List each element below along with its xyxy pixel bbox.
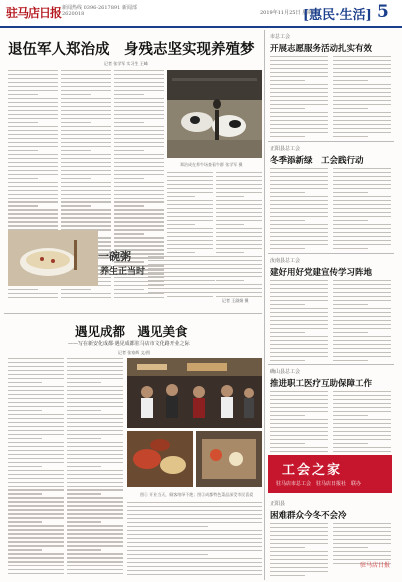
right-divider-3 bbox=[268, 364, 394, 365]
main-article-title: 退伍军人郑治成 身残志坚实现养殖梦 bbox=[8, 41, 255, 58]
food-photo-caption: 图① 开业当天，顾客络绎不绝；图②成都特色菜品深受市民喜爱 bbox=[140, 492, 254, 497]
banner-title: 工会之家 bbox=[282, 463, 343, 478]
right-item-4-title: 推进职工医疗互助保障工作 bbox=[270, 379, 373, 389]
newspaper-seal: 驻马店日报 bbox=[360, 562, 391, 569]
sidebar-title-line1: 一碗粥 bbox=[98, 250, 131, 263]
food-article-byline: 记者 张家辉 文/图 bbox=[118, 350, 150, 355]
right-item-5-title: 困难群众今冬不会冷 bbox=[270, 511, 347, 521]
food-article-body-col1 bbox=[8, 358, 64, 577]
sidebar-title-line2: 养生正当时 bbox=[100, 267, 146, 277]
right-item-3-label: 汝南县总工会 bbox=[270, 258, 301, 264]
right-item-5-body-col1 bbox=[270, 523, 328, 579]
right-item-3-body-col1 bbox=[270, 280, 328, 364]
right-item-1-title: 开展志愿服务活动扎实有效 bbox=[270, 44, 373, 54]
header-note: 新闻热线 0396-2617891 新闻部 2620018 bbox=[62, 5, 137, 17]
right-item-5-label: 正阳县 bbox=[270, 501, 286, 507]
right-divider-2 bbox=[268, 253, 394, 254]
column-divider bbox=[264, 30, 265, 580]
section-title: [惠民·生活] bbox=[303, 8, 372, 23]
restaurant-photo-1 bbox=[127, 358, 262, 428]
main-article-byline: 记者 张学军 实习生 王峰 bbox=[104, 61, 148, 66]
right-divider-1 bbox=[268, 141, 394, 142]
right-item-2-body-col1 bbox=[270, 168, 328, 252]
right-item-3-body-col2 bbox=[333, 280, 391, 364]
page-number: 5 bbox=[377, 2, 389, 22]
right-item-2-body-col2 bbox=[333, 168, 391, 252]
right-item-2-title: 冬季添新绿 工会践行动 bbox=[270, 156, 364, 166]
sidebar-byline: 记者 王淑娟 摄 bbox=[222, 298, 249, 303]
section-divider bbox=[4, 313, 262, 314]
porridge-photo bbox=[8, 230, 98, 286]
food-article-body-col2 bbox=[67, 358, 123, 577]
restaurant-photo-3 bbox=[196, 431, 262, 487]
food-article-subtitle: ——写在新安化成都·遇见成都驻马店市文化路开业之际 bbox=[68, 341, 190, 347]
union-home-banner bbox=[268, 455, 392, 493]
right-item-1-label: 市总工会 bbox=[270, 34, 291, 40]
right-item-4-body-col2 bbox=[333, 391, 391, 455]
right-item-4-label: 确山县总工会 bbox=[270, 369, 301, 375]
food-article-title: 遇见成都 遇见美食 bbox=[75, 324, 188, 339]
right-item-1-body-col2 bbox=[333, 56, 391, 140]
masthead: 驻马店日报 bbox=[6, 6, 62, 20]
page-header bbox=[0, 0, 402, 28]
right-item-4-body-col1 bbox=[270, 391, 328, 455]
food-article-body-tail bbox=[127, 502, 262, 578]
restaurant-photo-2 bbox=[127, 431, 193, 487]
right-item-2-label: 正阳县总工会 bbox=[270, 146, 301, 152]
sidebar-body bbox=[148, 256, 260, 296]
cattle-photo-caption: 郑治成在养牛场查看牛群 张学军 摄 bbox=[180, 162, 243, 167]
right-item-1-body-col1 bbox=[270, 56, 328, 140]
cattle-farm-photo bbox=[167, 70, 262, 158]
right-item-3-title: 建好用好党建宣传学习阵地 bbox=[270, 268, 373, 278]
banner-subtitle: 驻马店市总工会 驻马店日报社 联办 bbox=[276, 481, 362, 487]
issue-date: 2019年11月25日 星期一 bbox=[260, 10, 318, 16]
